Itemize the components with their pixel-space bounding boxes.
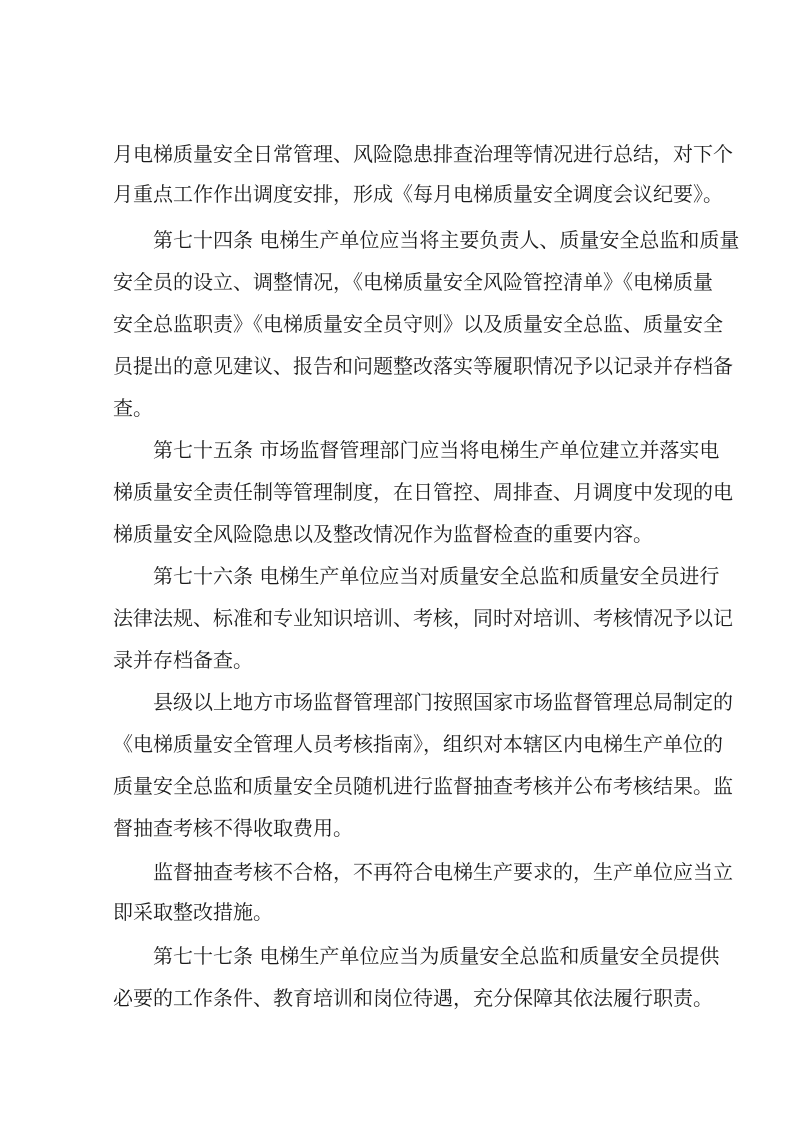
- text-line: 梯质量安全风险隐患以及整改情况作为监督检查的重要内容。: [113, 522, 653, 546]
- paragraph-first-line: 县级以上地方市场监督管理部门按照国家市场监督管理总局制定的: [153, 690, 733, 714]
- text-line: 必要的工作条件、教育培训和岗位待遇，充分保障其依法履行职责。: [113, 986, 713, 1010]
- article-75-heading-line: 第七十五条 市场监督管理部门应当将电梯生产单位建立并落实电: [153, 438, 720, 462]
- text-line: 查。: [113, 396, 153, 420]
- text-line: 质量安全总监和质量安全员随机进行监督抽查考核并公布考核结果。监: [113, 774, 733, 798]
- text-line: 录并存档备查。: [113, 648, 253, 672]
- text-line: 员提出的意见建议、报告和问题整改落实等履职情况予以记录并存档备: [113, 354, 733, 378]
- text-line: 梯质量安全责任制等管理制度，在日管控、周排查、月调度中发现的电: [113, 480, 733, 504]
- text-line: 月电梯质量安全日常管理、风险隐患排查治理等情况进行总结，对下个: [113, 142, 733, 166]
- text-line: 《电梯质量安全管理人员考核指南》，组织对本辖区内电梯生产单位的: [113, 732, 723, 756]
- text-line: 月重点工作作出调度安排，形成《每月电梯质量安全调度会议纪要》。: [113, 182, 723, 206]
- article-74-heading-line: 第七十四条 电梯生产单位应当将主要负责人、质量安全总监和质量: [153, 228, 740, 252]
- text-line: 督抽查考核不得收取费用。: [113, 816, 353, 840]
- text-line: 安全员的设立、调整情况，《电梯质量安全风险管控清单》《电梯质量: [113, 270, 713, 294]
- text-line: 安全总监职责》《电梯质量安全员守则》以及质量安全总监、质量安全: [113, 312, 723, 336]
- text-line: 即采取整改措施。: [113, 900, 273, 924]
- paragraph-first-line: 监督抽查考核不合格，不再符合电梯生产要求的，生产单位应当立: [153, 860, 733, 884]
- article-77-heading-line: 第七十七条 电梯生产单位应当为质量安全总监和质量安全员提供: [153, 944, 720, 968]
- text-line: 法律法规、标准和专业知识培训、考核，同时对培训、考核情况予以记: [113, 606, 733, 630]
- article-76-heading-line: 第七十六条 电梯生产单位应当对质量安全总监和质量安全员进行: [153, 564, 720, 588]
